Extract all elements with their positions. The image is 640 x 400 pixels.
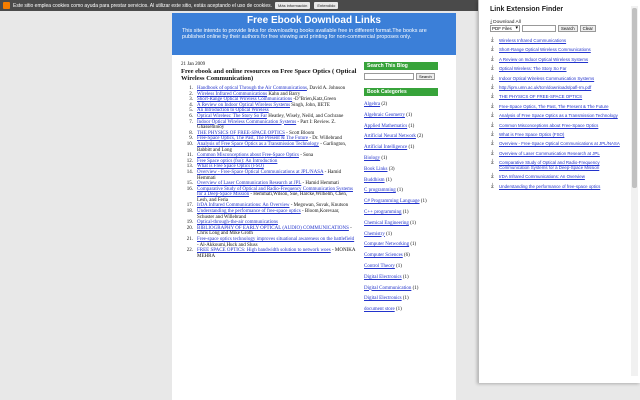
category-link[interactable]: document store [364,307,395,313]
item-link[interactable]: An Introduction to Optical Wireless [197,108,269,114]
item-link[interactable]: Free Space optics (fso): An Introduction [197,158,278,164]
item-authors: - Garlington, Babbitt and Long [197,141,347,153]
popup-search-input[interactable] [522,25,556,32]
item-number: 11. [186,153,193,159]
blogger-icon [3,2,10,9]
download-icon[interactable]: ⤓ [491,74,494,81]
category-link[interactable]: Book Links [364,166,388,172]
item-link[interactable]: What is Free Space Optics (FSO) [197,164,264,170]
popup-link[interactable]: What is Free Space Optics (FSO) [499,131,565,137]
post-list-item [181,248,357,259]
popup-link[interactable]: Common Misconceptions about Free-Space Optics [499,122,599,128]
category-item [364,251,438,262]
item-authors: - Hamid Hemmati [301,181,339,187]
more-info-button[interactable]: Más información [275,2,310,9]
post-list-item [181,142,357,153]
blog-header [172,13,456,55]
popup-link[interactable]: Optical Wireless: The Story So Far [499,66,567,72]
post-date: 21 Jan 2009 [181,62,206,67]
category-link[interactable]: Applied Mathematics [364,123,408,129]
item-authors: - Chris Long and Mike Groth [197,225,352,237]
item-link[interactable]: THE PHYSICS OF FREE-SPACE OPTICS [197,130,285,136]
category-count: (1) [395,307,402,313]
blog-search-input[interactable] [364,73,414,80]
category-link[interactable]: C++ programming [364,209,402,215]
item-number: 22. [186,248,193,254]
item-number: 20. [186,225,193,231]
category-link[interactable]: Control Theory [364,263,395,269]
item-link[interactable]: Indoor Optical Wireless Communication Systems [197,119,297,125]
category-item [364,305,438,316]
category-item [364,186,438,197]
popup-link[interactable]: Free-Space Optics, The Past, The Present & The Future [499,103,609,109]
cookie-message: Este sitio emplea cookies como ayuda para prestar servicios. Al utilizar este sitio, estás aceptando el uso de cookies. [13,2,273,9]
popup-link-item [491,160,629,170]
popup-link-item [491,66,629,71]
item-authors: Singh, John, IIETE [290,102,330,108]
category-count: (1) [406,112,413,118]
category-count: (1) [410,242,417,248]
category-link[interactable]: Algebra [364,102,381,107]
accept-cookies-button[interactable]: Entendido [314,2,338,9]
popup-link-item [491,104,629,109]
post-link-list [181,86,357,259]
category-item [364,176,438,187]
popup-link-item [491,76,629,81]
item-authors: , David A. Johnson [306,86,346,91]
category-link[interactable]: C programming [364,188,396,194]
category-item [364,165,438,176]
category-link[interactable]: Computer Sciences [364,253,403,259]
popup-title: Link Extension Finder [490,6,564,13]
category-item [364,197,438,208]
item-number: 21. [186,237,193,243]
category-count: (1) [396,263,402,269]
popup-link-item [491,141,629,146]
post-list-item [181,187,357,204]
item-text [197,237,357,248]
item-number: 14. [186,169,193,175]
item-number: 15. [186,181,193,187]
category-link[interactable]: Artificial Neural Network [364,134,416,140]
item-number: 1. [189,86,193,91]
download-icon[interactable]: ⤓ [491,46,494,53]
item-link[interactable]: Overview of Laser Communication Research at JPL [197,181,302,187]
post [181,62,357,259]
category-count: (1) [402,296,409,302]
popup-link[interactable]: Comparative Study of Optical and Radio-Frequency Communication Systems for a Deep-Space Mission [499,160,600,171]
item-link[interactable]: Short-Range Optical Wireless Communications [197,97,293,103]
category-count: (1) [408,123,415,129]
item-number: 4. [189,102,193,108]
category-link[interactable]: Artificial Intelligence [364,145,408,151]
popup-link[interactable]: http://ipm.umn.ac.uk/tcm/downloads/pafl-rm.pdf [499,84,592,90]
item-link[interactable]: Handbook of optical Through the Air Communications [197,86,307,91]
item-link[interactable]: Free-Space Optics, The Past, The Present & The Future [197,136,309,142]
download-all-label: Download All [493,19,521,25]
item-link[interactable]: Optical-through-the-air communications [197,220,278,226]
item-link[interactable]: Common Misconceptions about Free-Space Optics [197,153,299,159]
category-count: (1) [385,177,392,183]
blog-title[interactable]: Free Ebook Download Links [247,15,381,26]
item-number: 10. [186,141,193,147]
category-item [364,154,438,165]
item-number: 17. [186,203,193,209]
download-icon[interactable]: ⤓ [491,140,494,147]
category-count: (1) [420,199,427,205]
file-type-select[interactable]: PDF Files ▾ [490,25,520,32]
item-link[interactable]: Free-space optics technology improves situational awareness on the battlefield [197,237,355,243]
popup-link[interactable]: IrDA Infrared Communications: An Overview [499,174,585,180]
popup-link-item [491,47,629,52]
popup-link-item [491,57,629,62]
item-link[interactable]: BIBLIOGRAPHY OF EARLY OPTICAL (AUDIO) COMMUNICATIONS [197,225,349,231]
download-icon[interactable]: ⤓ [491,102,494,109]
category-link[interactable]: Chemistry [364,231,385,237]
item-authors: - Scott Bloom [284,130,315,136]
category-count: (1) [412,285,419,291]
popup-scrollbar[interactable] [631,6,638,376]
item-number: 12. [186,158,193,164]
download-icon[interactable]: ⤓ [491,55,494,62]
item-link[interactable]: Wireless Infrared Communications [197,91,268,97]
popup-search-button[interactable]: Search [558,25,578,32]
item-number: 16. [186,186,193,192]
category-item [364,262,438,273]
item-text [197,170,357,181]
category-item [364,143,438,154]
item-authors: - Al-Akkoumi,Huck and Sluss [197,242,258,248]
item-link[interactable]: Overview - Free-Space Optical Communications at JPL/NASA [197,169,324,175]
search-heading: Search This Blog [364,62,438,70]
popup-link-item [491,174,629,179]
extension-popup [478,0,640,383]
item-number: 19. [186,220,193,226]
categories-heading: Book Categories [364,88,438,96]
item-text [197,120,357,131]
download-icon[interactable]: ⤓ [491,112,494,119]
popup-link[interactable]: Overview of Laser Communication Research at JPL [499,150,600,156]
item-authors: - Megowan, Suvak, Knutson [289,203,349,209]
category-count: (1) [408,145,415,151]
popup-link-list [491,38,629,193]
download-icon[interactable]: ⤓ [491,173,494,180]
category-item [364,284,438,295]
item-authors: Heatley, Wisely, Neild, and Cochrane [267,113,344,119]
download-icon[interactable]: ⤓ [491,149,494,156]
category-count: (2) [417,134,424,140]
blog-search-button[interactable]: Search [416,73,435,80]
category-link[interactable]: C# Programming Language [364,199,420,205]
item-text [197,248,357,259]
item-authors: -D"Brien,Katz,Green [292,97,336,103]
category-link[interactable]: Buddhism [364,177,385,183]
post-list-item [181,209,357,220]
popup-link-item [491,184,629,189]
post-title: Free ebook and online resources on Free Space Optics ( Optical Wireless Communication) [181,68,357,82]
popup-link-item [491,94,629,99]
category-item [364,230,438,241]
item-number: 18. [186,209,193,215]
popup-link[interactable]: THE PHYSICS OF FREE-SPACE OPTICS [499,94,583,100]
download-icon[interactable]: ⤓ [491,83,494,90]
item-link[interactable]: Optical Wireless: The Story So Far [197,113,268,119]
item-number: 8. [189,130,193,136]
category-item [364,240,438,251]
item-link[interactable]: A Review on Indoor Optical Wireless Systems [197,102,291,108]
download-icon[interactable]: ⤓ [491,93,494,100]
item-text [197,209,357,220]
category-item [364,122,438,133]
popup-controls [490,25,596,32]
post-list-item [181,120,357,131]
blog-search [364,73,438,80]
item-number: 5. [189,108,193,114]
download-icon[interactable]: ⤓ [491,182,494,189]
category-item [364,111,438,122]
category-link[interactable]: Biology [364,155,381,161]
item-authors: - Sona [298,153,314,159]
popup-link-item [491,151,629,156]
download-icon[interactable]: ⤓ [491,121,494,128]
category-count: (1) [402,209,409,215]
item-authors: - Hamid Hemmati [197,169,342,181]
category-link[interactable]: Digital Electronics [364,296,402,302]
post-list-item [181,237,357,248]
item-number: 13. [186,164,193,170]
category-count: (1) [386,231,392,237]
item-authors: - Part I: Review. Z. Ghassemlooy [197,119,336,131]
category-count: (1) [397,188,403,194]
item-link[interactable]: FREE SPACE OPTICS: High bandwidth solution to network woes [197,248,331,254]
category-item [364,273,438,284]
blog-description: This site intends to provide links for downloading books available free in different format.The books are published online by their authors for free viewing and printing for non-commercial proposes only. [182,28,427,41]
download-icon[interactable]: ⤓ [491,37,494,43]
download-icon[interactable]: ⤓ [491,65,494,72]
popup-link[interactable]: Understanding the performance of free-space optics [499,183,601,189]
category-link[interactable]: Chemical Engineering [364,220,409,226]
item-text [197,226,357,237]
category-item [364,100,438,111]
item-authors: Kahn and Barry [267,91,301,97]
popup-link-item [491,85,629,90]
post-list-item [181,170,357,181]
category-item [364,219,438,230]
category-item [364,208,438,219]
category-count: (1) [402,274,409,280]
popup-link-item [491,132,629,137]
post-list-item [181,226,357,237]
category-link[interactable]: Computer Networking [364,242,410,248]
item-authors: - Hemmati,Wilson, Sue, Harcke,Wilhelm, Chen, Lesh, and Feria [197,192,348,203]
category-count: (2) [381,102,388,107]
item-link[interactable]: Comparative Study of Optical and Radio-Frequency Communication Systems for a Deep-Space Mission [197,186,353,198]
popup-link[interactable]: Short-Range Optical Wireless Communications [499,47,591,53]
category-item [364,132,438,143]
download-icon: ⤓ [490,20,493,25]
popup-link-item [491,38,629,43]
popup-link-item [491,113,629,118]
category-link[interactable]: Algebraic Geometry [364,112,405,118]
category-count: (1) [410,220,416,226]
category-count: (3) [388,166,395,172]
item-link[interactable]: IrDA Infrared Communications: An Overview [197,203,290,209]
item-number: 3. [189,97,193,103]
popup-clear-button[interactable]: Clear [580,25,596,32]
item-number: 7. [189,119,193,125]
category-count: (1) [381,155,388,161]
item-link[interactable]: Analysis of Free Space Optics as a Transmission Technology [197,141,320,147]
popup-link[interactable]: Analysis of Free Space Optics as a Transmission Technology [499,113,618,119]
popup-link-item [491,123,629,128]
category-item [364,294,438,305]
scrollbar-thumb[interactable] [632,8,637,188]
download-icon[interactable]: ⤓ [491,159,494,166]
item-link[interactable]: Understanding the performance of free-space optics [197,209,301,215]
item-authors: - Dr. Willebrand [308,136,342,142]
item-number: 9. [189,136,193,142]
popup-link[interactable]: Overview - Free-Space Optical Communications at JPL/NASA [499,141,620,147]
item-number: 2. [189,91,193,97]
item-text [197,142,357,153]
category-list [364,100,438,316]
category-count: (6) [404,253,410,259]
item-authors: - Bloom,Korevaar, Schuster and Willebrand [197,209,340,220]
item-number: 6. [189,113,193,119]
category-link[interactable]: Digital Electronics [364,274,402,280]
popup-link[interactable]: Indoor Optical Wireless Communication Systems [499,75,595,81]
popup-link[interactable]: A Review on Indoor Optical Wireless Systems [499,56,589,62]
popup-link[interactable]: Wireless Infrared Communications [499,38,567,43]
category-link[interactable]: Digital Communication [364,285,412,291]
blog-sidebar [364,62,438,316]
item-authors: - MONIKA MEHRA [197,248,356,259]
item-text [197,187,357,204]
download-icon[interactable]: ⤓ [491,130,494,137]
